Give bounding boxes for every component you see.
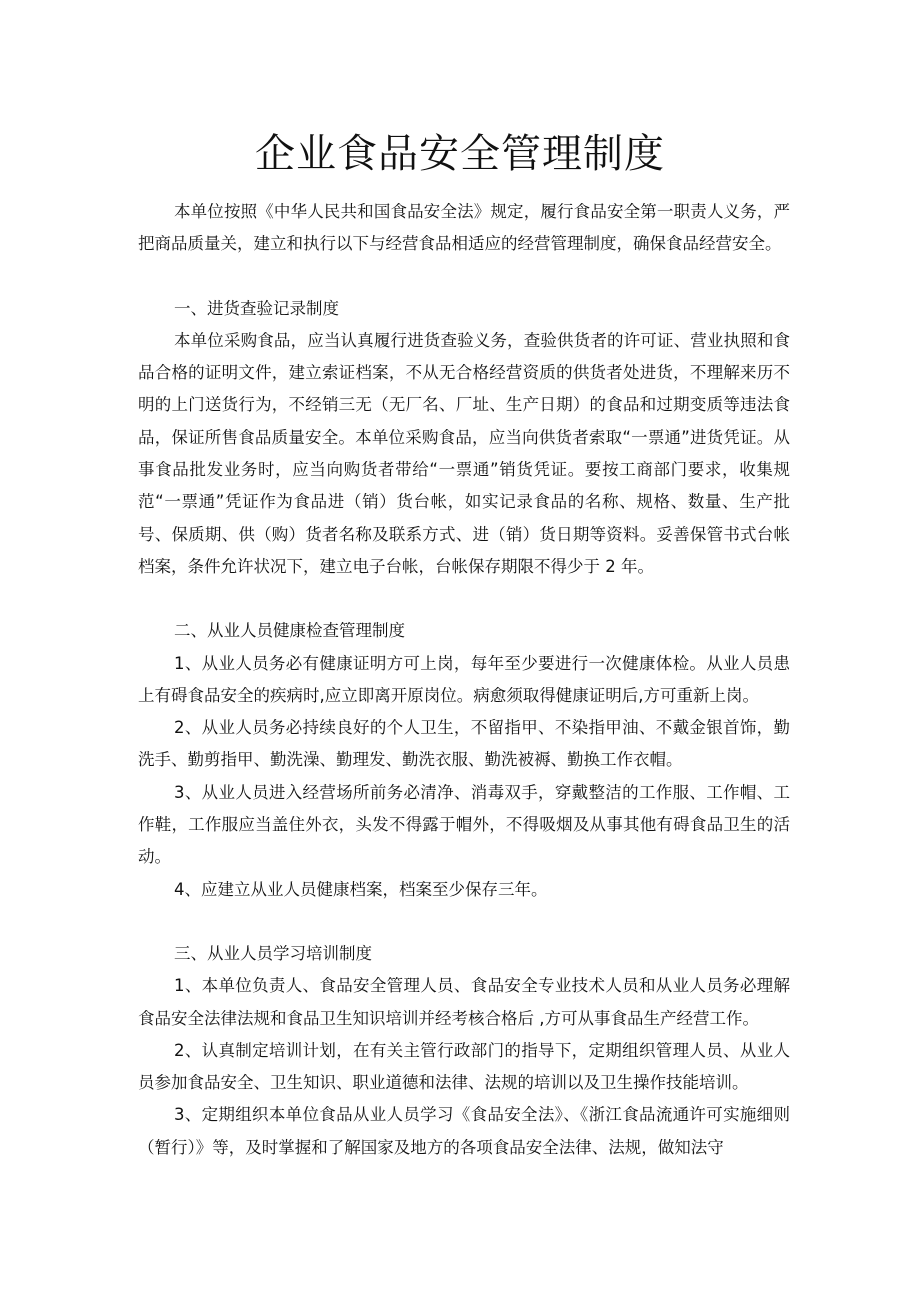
- section-heading: 二、从业人员健康检查管理制度: [174, 621, 405, 641]
- section-paragraph: 3、从业人员进入经营场所前务必清净、消毒双手，穿戴整洁的工作服、工作帽、工作鞋，工作服应当盖住外衣，头发不得露于帽外，不得吸烟及从事其他有碍食品卫生的活动。: [138, 782, 790, 867]
- section-paragraph: 3、定期组织本单位食品从业人员学习《食品安全法》、《浙江食品流通许可实施细则（暂行）》等，及时掌握和了解国家及地方的各项食品安全法律、法规，做知法守: [138, 1105, 790, 1157]
- section-paragraph: 2、从业人员务必持续良好的个人卫生，不留指甲、不染指甲油、不戴金银首饰，勤洗手、勤剪指甲、勤洗澡、勤理发、勤洗衣服、勤洗被褥、勤换工作衣帽。: [138, 718, 790, 770]
- section-paragraph: 1、从业人员务必有健康证明方可上岗，每年至少要进行一次健康体检。从业人员患上有碍食品安全的疾病时,应立即离开原岗位。病愈须取得健康证明后,方可重新上岗。: [138, 653, 790, 705]
- section-paragraph: 1、本单位负责人、食品安全管理人员、食品安全专业技术人员和从业人员务必理解食品安全法律法规和食品卫生知识培训并经考核合格后 ,方可从事食品生产经营工作。: [138, 976, 790, 1028]
- intro-paragraph: 本单位按照《中华人民共和国食品安全法》规定，履行食品安全第一职责人义务，严把商品质量关，建立和执行以下与经营食品相适应的经营管理制度，确保食品经营安全。: [138, 202, 790, 254]
- document-title: 企业食品安全管理制度: [255, 131, 665, 177]
- section-paragraph: 2、认真制定培训计划，在有关主管行政部门的指导下，定期组织管理人员、从业人员参加食品安全、卫生知识、职业道德和法律、法规的培训以及卫生操作技能培训。: [138, 1040, 790, 1093]
- section-paragraph: 4、应建立从业人员健康档案，档案至少保存三年。: [174, 879, 548, 899]
- section-health-check: [138, 615, 790, 906]
- section-purchase-inspection: [138, 293, 790, 584]
- section-heading: 三、从业人员学习培训制度: [174, 943, 372, 963]
- section-heading: 一、进货查验记录制度: [174, 298, 339, 318]
- section-training: [138, 938, 790, 1164]
- document-body: [138, 196, 790, 1164]
- section-paragraph: 本单位采购食品，应当认真履行进货查验义务，查验供货者的许可证、营业执照和食品合格的证明文件，建立索证档案，不从无合格经营资质的供货者处进货，不理解来历不明的上门送货行为，不经销三无（无厂名、厂址、生产日期）的食品和过期变质等违法食品，保证所售食品质量安全。本单位采购食品，应当向供货者索取“一票通”进货凭证。从事食品批发业务时，应当向购货者带给“一票通”销货凭证。要按工商部门要求，收集规范“一票通”凭证作为食品进（销）货台帐，如实记录食品的名称、规格、数量、生产批号、保质期、供（购）货者名称及联系方式、进（销）货日期等资料。妥善保管书式台帐档案，条件允许状况下，建立电子台帐，台帐保存期限不得少于 2 年。: [138, 330, 790, 576]
